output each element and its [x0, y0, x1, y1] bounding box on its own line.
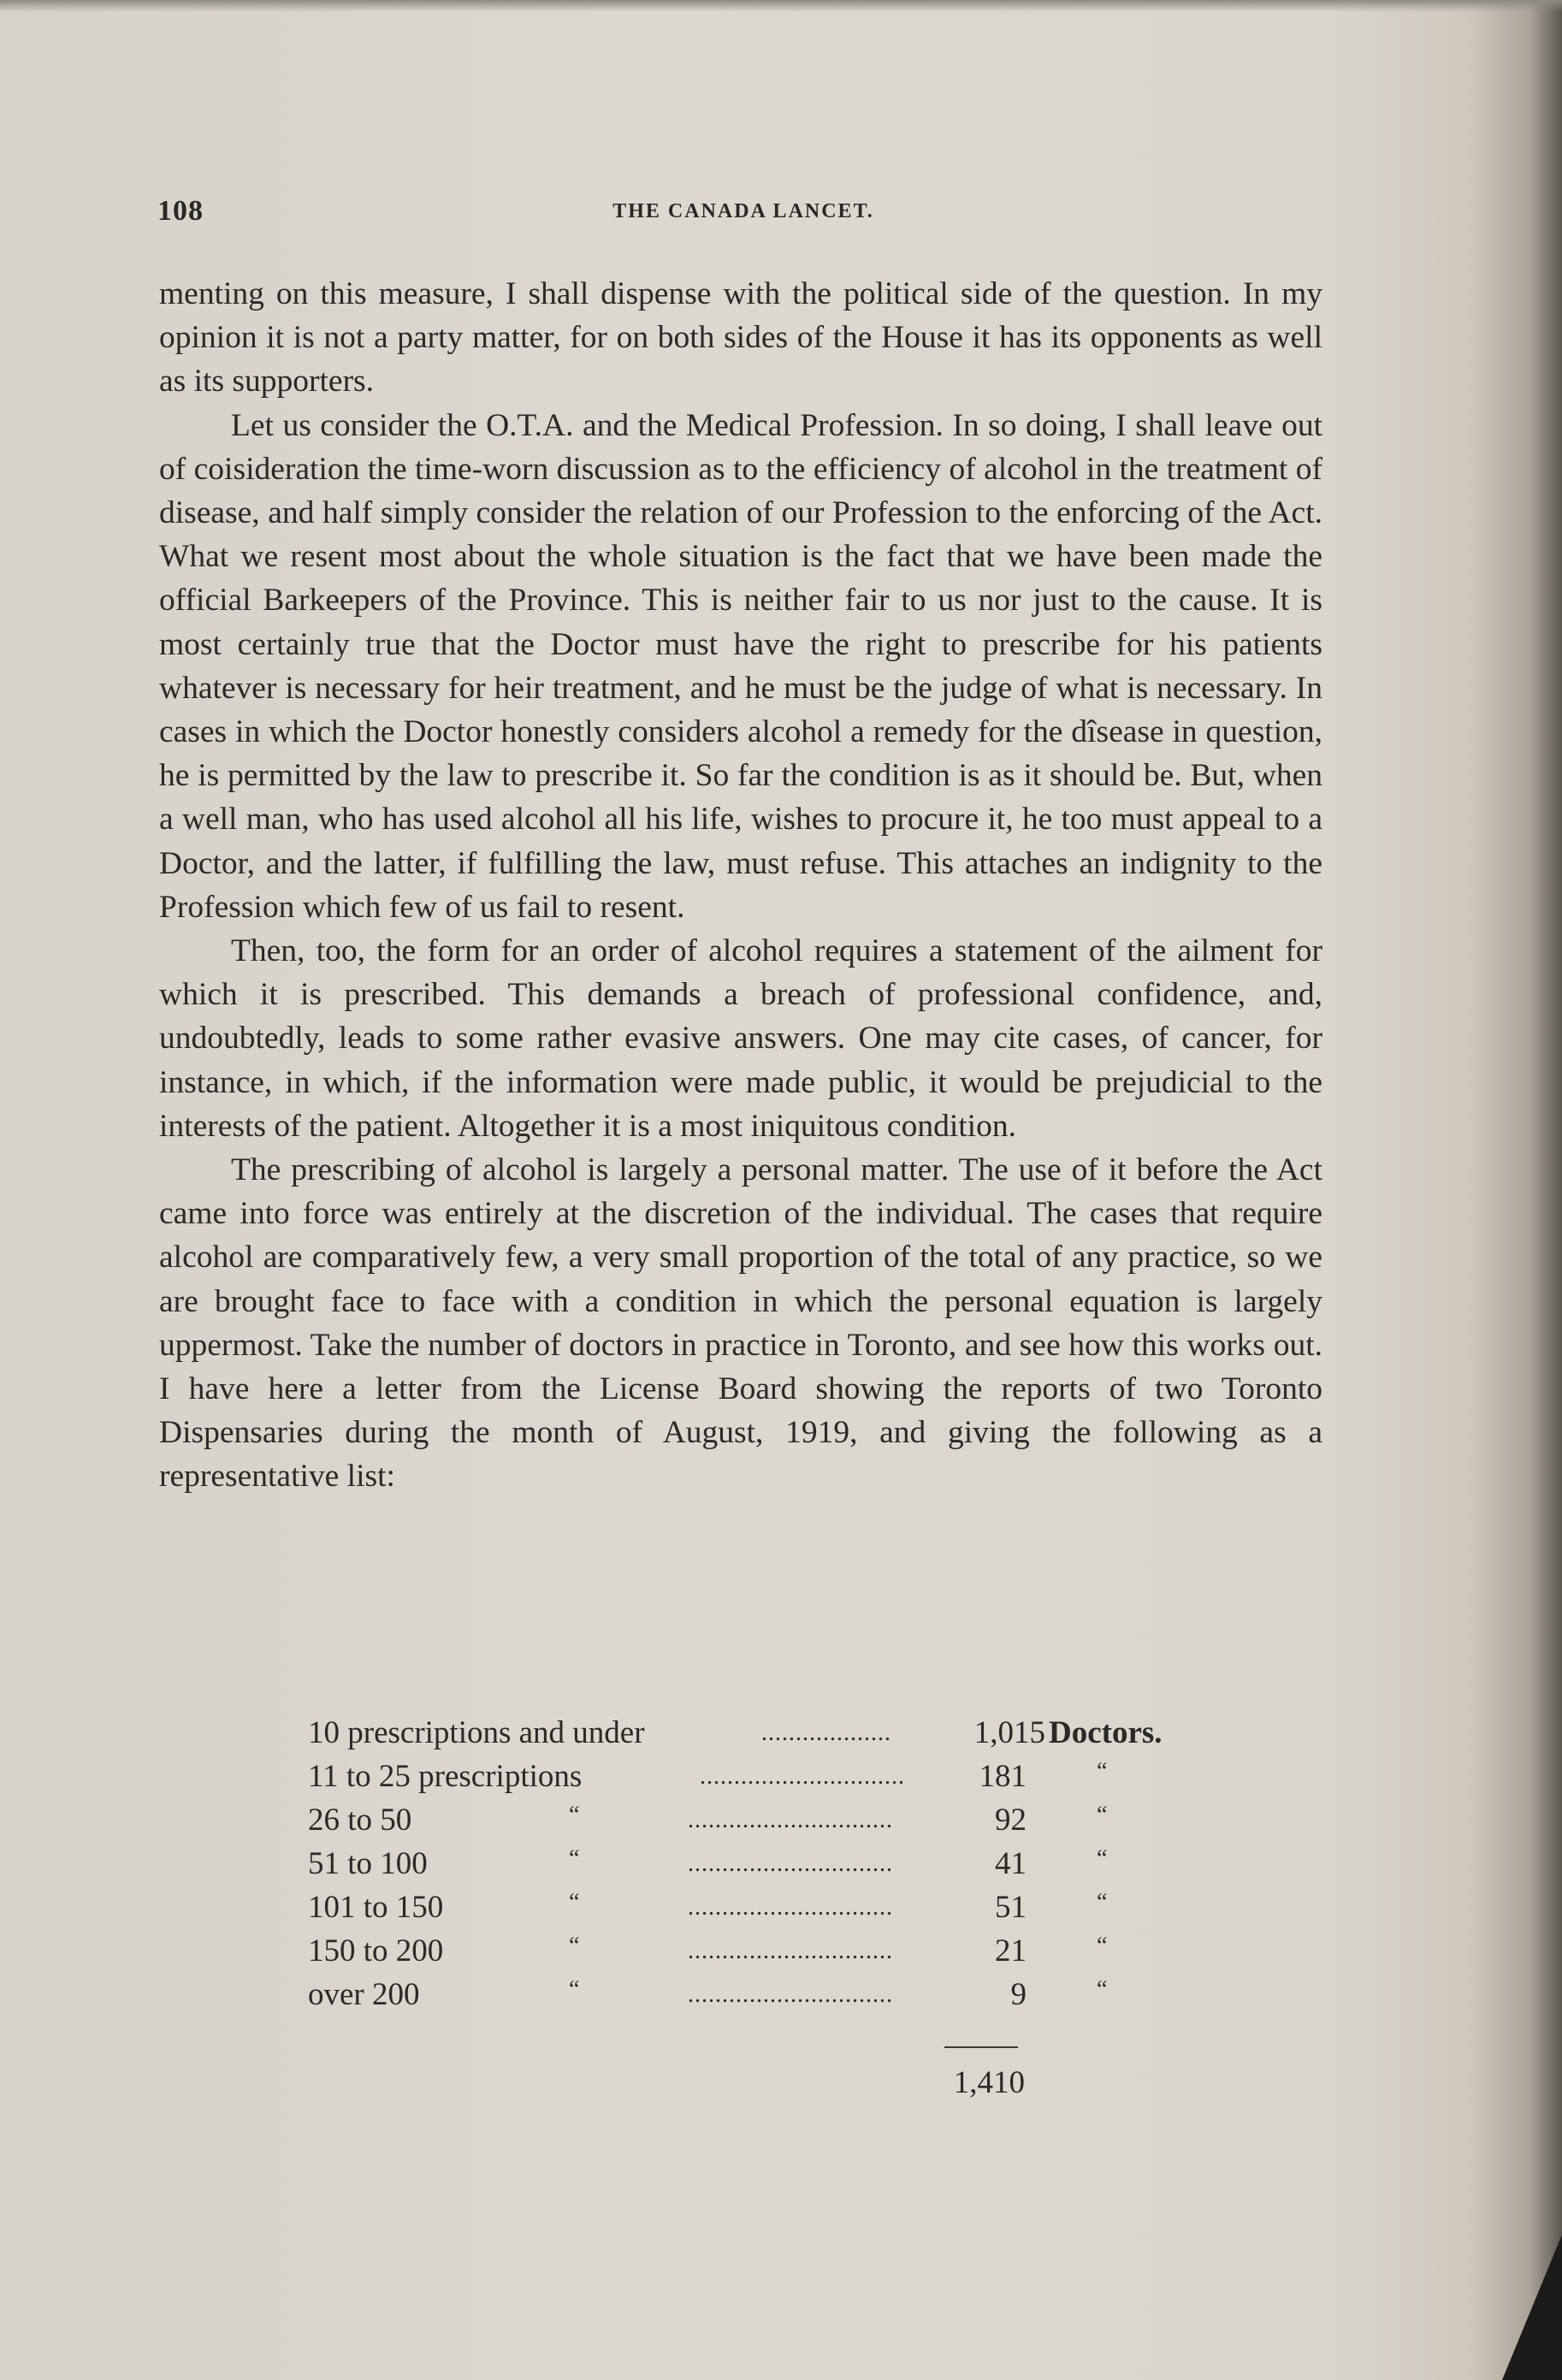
- table-row-ditto: “: [569, 1889, 580, 1915]
- table-row-ditto: “: [569, 1976, 580, 2003]
- table-row-count: 41: [995, 1846, 1027, 1881]
- table-row-unit: “: [1097, 1933, 1108, 1959]
- table-row-leader-dots: ..............................: [700, 1763, 905, 1790]
- paragraph-continued: menting on this measure, I shall dispense with the political side of the question. In my opinion it is not a party matter, for on both sides of the House it has its opponents as well as its supporters.: [159, 276, 1322, 400]
- table-row-range: 101 to 150: [308, 1890, 444, 1925]
- table-row-count: 92: [995, 1803, 1027, 1838]
- body-text: [159, 272, 1322, 1499]
- table-row-range: 51 to 100: [308, 1846, 428, 1881]
- table-row-unit: “: [1097, 1758, 1108, 1785]
- page-header: [157, 195, 1329, 246]
- table-row-unit: “: [1097, 1976, 1108, 2003]
- table-total: 1,410: [953, 2065, 1025, 2100]
- table-row: [308, 1802, 1180, 1845]
- table-row: [308, 1889, 1180, 1933]
- paragraph: Let us consider the O.T.A. and the Medical Profession. In so doing, I shall leave out of coisideration the time-worn discussion as to the efficiency of alcohol in the treatment of disease, and half simply consider the relation of our Profession to the enforcing of the Act. What we resent most about the whole situation is the fact that we have been made the official Barkeepers of the Province. This is neither fair to us nor just to the cause. It is most certainly true that the Doctor must have the right to prescribe for his patients whatever is necessary for heir treatment, and he must be the judge of what is necessary. In cases in which the Doctor honestly considers alcohol a remedy for the dîsease in question, he is permitted by the law to prescribe it. So far the condition is as it should be. But, when a well man, who has used alcohol all his life, wishes to procure it, he too must appeal to a Doctor, and the latter, if fulfilling the law, must refuse. This attaches an indignity to the Profession which few of us fail to resent.: [159, 407, 1322, 925]
- table-row-leader-dots: ..............................: [688, 1894, 893, 1921]
- table-row-range: 11 to 25 prescriptions: [308, 1759, 583, 1794]
- table-row: [308, 1714, 1180, 1758]
- table-row-count: 51: [995, 1890, 1027, 1925]
- table-row-leader-dots: ..............................: [688, 1850, 893, 1877]
- table-row-leader-dots: ..............................: [688, 1981, 893, 2008]
- table-row: [308, 1976, 1180, 2020]
- table-row: [308, 1845, 1180, 1889]
- table-row-count: 1,015: [973, 1715, 1045, 1750]
- paragraph: Then, too, the form for an order of alcohol requires a statement of the ailment for which it is prescribed. This demands a breach of professional confidence, and, undoubtedly, leads to some rather evasive answers. One may cite cases, of cancer, for instance, in which, if the information were made public, it would be prejudicial to the interests of the patient. Altogether it is a most iniquitous condition.: [159, 933, 1322, 1144]
- page-corner-shadow: [1502, 2235, 1562, 2380]
- table-row-count: 9: [1010, 1977, 1027, 2012]
- table-row-unit: Doctors.: [1049, 1715, 1163, 1750]
- table-row-leader-dots: ..............................: [688, 1807, 893, 1833]
- table-row-ditto: “: [569, 1802, 580, 1828]
- table-row-ditto: “: [569, 1933, 580, 1959]
- table-row-range: 150 to 200: [308, 1933, 444, 1969]
- table-row-unit: “: [1097, 1845, 1108, 1872]
- table-row: [308, 1933, 1180, 1976]
- table-row-count: 181: [979, 1759, 1027, 1794]
- running-title: THE CANADA LANCET.: [612, 200, 874, 222]
- prescription-table: [308, 1714, 1180, 2020]
- table-row: [308, 1758, 1180, 1802]
- table-row-count: 21: [995, 1933, 1027, 1969]
- sum-rule: [944, 2046, 1018, 2048]
- table-row-range: 26 to 50: [308, 1803, 412, 1838]
- page-top-shadow: [0, 0, 1562, 12]
- table-row-unit: “: [1097, 1889, 1108, 1915]
- page-number: 108: [157, 195, 204, 227]
- table-row-unit: “: [1097, 1802, 1108, 1828]
- table-row-leader-dots: ...................: [761, 1720, 891, 1746]
- paragraph: The prescribing of alcohol is largely a personal matter. The use of it before the Act came into force was entirely at the discretion of the individual. The cases that require alcohol are comparatively few, a very small proportion of the total of any practice, so we are brought face to face with a condition in which the personal equation is largely uppermost. Take the number of doctors in practice in Toronto, and see how this works out. I have here a letter from the License Board showing the reports of two Toronto Dispensaries during the month of August, 1919, and giving the following as a representative list:: [159, 1152, 1322, 1495]
- table-row-leader-dots: ..............................: [688, 1938, 893, 1964]
- table-row-ditto: “: [569, 1845, 580, 1872]
- table-row-label: 10 prescriptions and under: [308, 1715, 645, 1750]
- table-row-range: over 200: [308, 1977, 420, 2012]
